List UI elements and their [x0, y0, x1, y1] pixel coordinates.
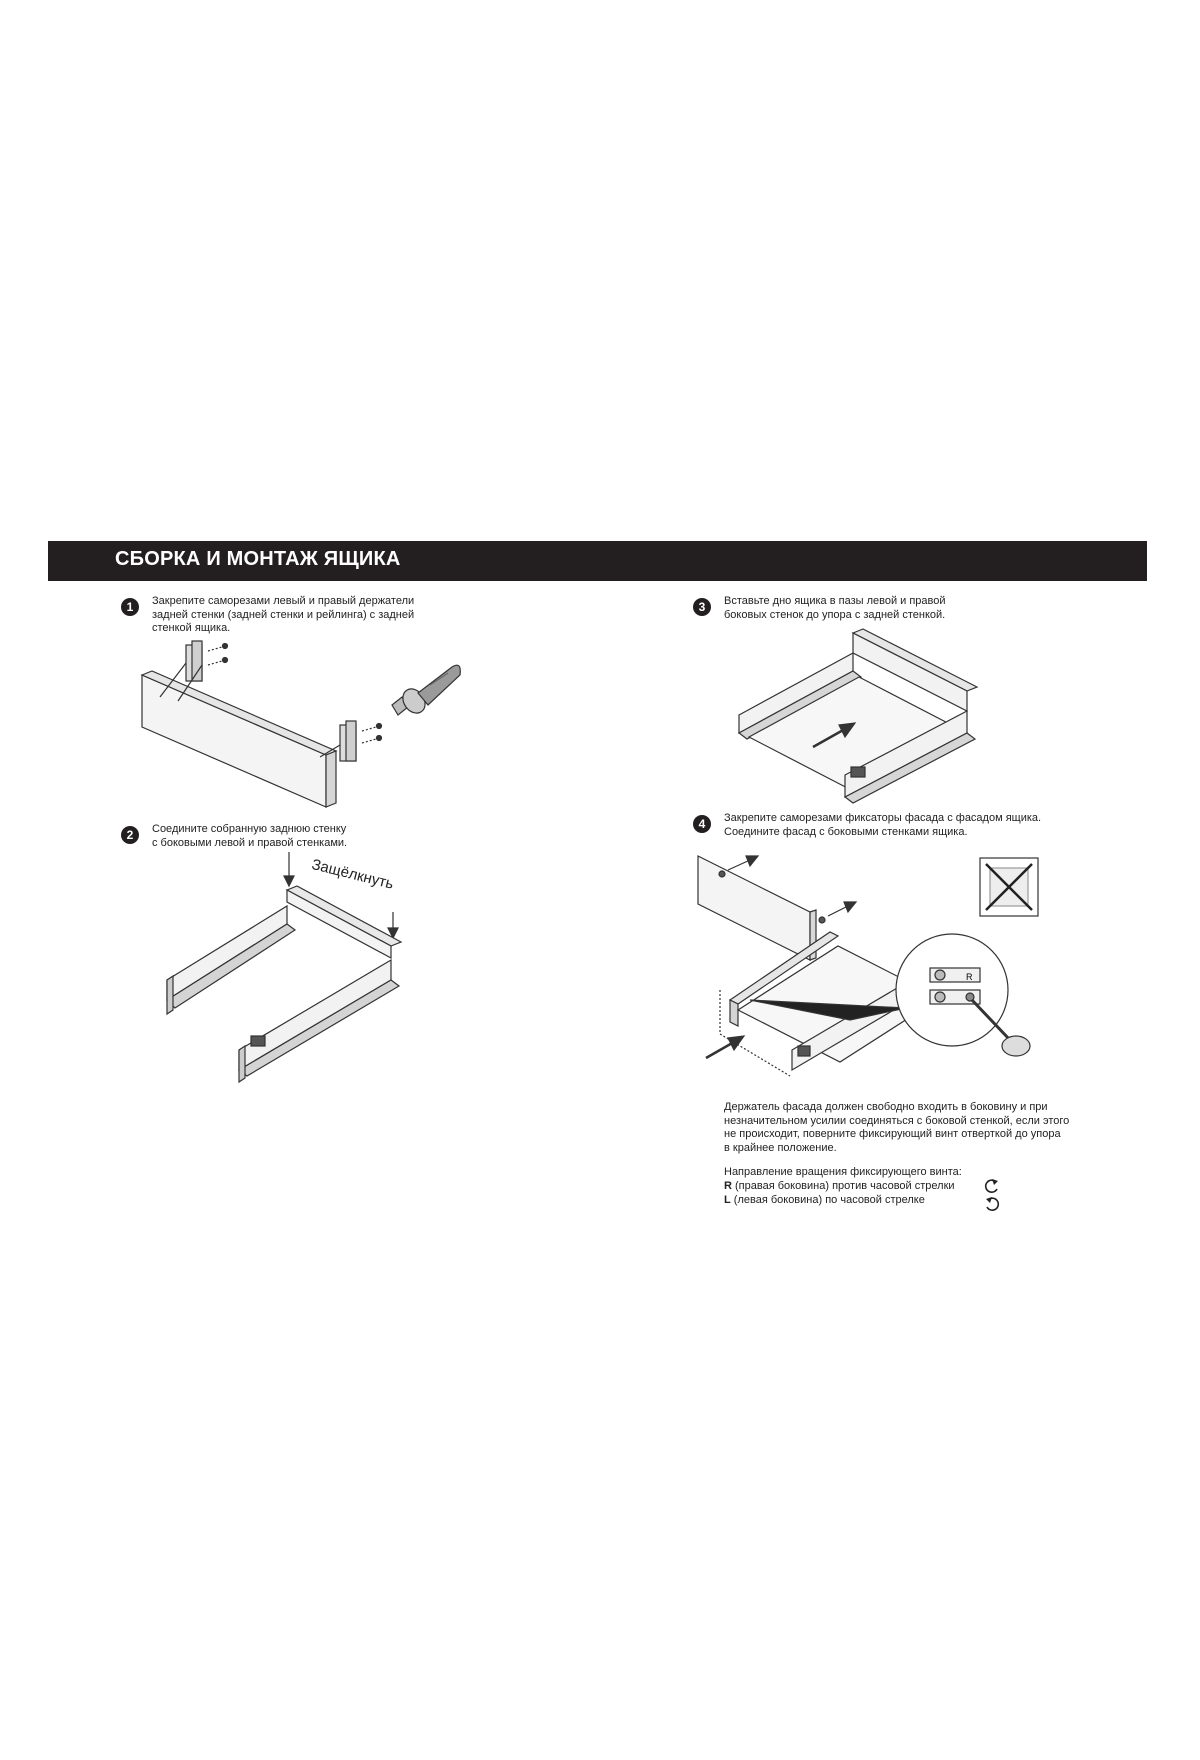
rotation-heading: Направление вращения фиксирующего винта: [724, 1166, 962, 1178]
rotation-r-text: (правая боковина) против часовой стрелки [731, 1180, 955, 1192]
detail-r-label: R [966, 972, 973, 982]
step-2-illustration [155, 850, 415, 1080]
fastening-note [724, 1101, 1069, 1155]
step-4-text: Закрепите саморезами фиксаторы фасада с фасадом ящика. Соедините фасад с боковыми стенками ящика. [724, 812, 1042, 838]
step-1-illustration [130, 635, 470, 815]
section-header [48, 541, 1147, 581]
rotation-l-key: L [724, 1194, 731, 1206]
clockwise-arrow-icon [983, 1195, 1001, 1213]
step-3-illustration [735, 625, 985, 805]
rotation-r-key: R [724, 1180, 732, 1192]
snap-callout: Защёлкнуть [309, 856, 396, 893]
note-line: незначительном усилии соединяться с боковой стенкой, если этого [724, 1114, 1070, 1127]
note-line: Держатель фасада должен свободно входить в боковину и при [724, 1101, 1048, 1113]
rotation-r-line [724, 1180, 955, 1194]
step-3-text: Вставьте дно ящика в пазы левой и правой боковых стенок до упора с задней стенкой. [724, 595, 946, 621]
rotation-l-line [724, 1194, 925, 1208]
note-line: в крайнее положение. [724, 1141, 837, 1154]
step-1-text: Закрепите саморезами левый и правый держатели задней стенки (задней стенки и рейлинга) с задней стенкой ящика. [152, 595, 415, 634]
step-1-number: 1 [121, 598, 139, 616]
step-2-text: Соедините собранную заднюю стенку с боковыми левой и правой стенками. [152, 823, 348, 849]
note-line: не происходит, поверните фиксирующий винт отверткой до упора [724, 1128, 1061, 1140]
section-title: СБОРКА И МОНТАЖ ЯЩИКА [115, 548, 401, 570]
step-3-number: 3 [693, 598, 711, 616]
counterclockwise-arrow-icon [983, 1177, 1001, 1195]
step-4-number: 4 [693, 815, 711, 833]
step-2-number: 2 [121, 826, 139, 844]
step-4-illustration [690, 850, 1070, 1090]
rotation-l-text: (левая боковина) по часовой стрелке [730, 1194, 925, 1206]
